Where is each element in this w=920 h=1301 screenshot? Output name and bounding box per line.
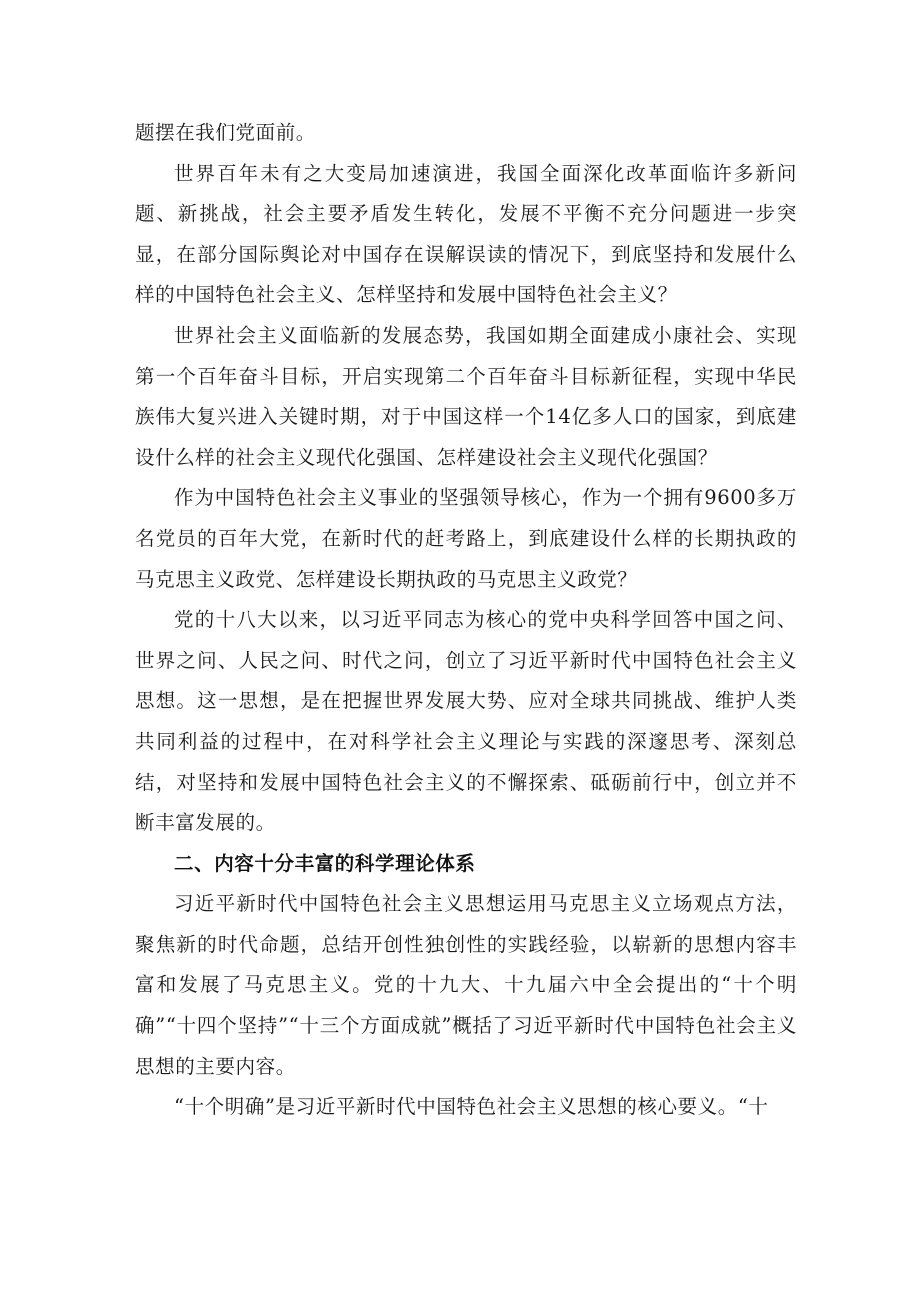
paragraph-world-changes: 世界百年未有之大变局加速演进，我国全面深化改革面临许多新问题、新挑战，社会主要矛盾发生转化，发展不平衡不充分问题进一步突显，在部分国际舆论对中国存在误解误读的情况下，到底坚持和发展什么样的中国特色社会主义、怎样坚持和发展中国特色社会主义？ xyxy=(135,161,797,307)
paragraph-continuation: 题摆在我们党面前。 xyxy=(135,121,316,144)
section-heading: 二、内容十分丰富的科学理论体系 xyxy=(174,851,476,875)
paragraph-ten-clarifications: “十个明确”是习近平新时代中国特色社会主义思想的核心要义。“十 xyxy=(174,1095,769,1119)
paragraph-socialism-trend: 世界社会主义面临新的发展态势，我国如期全面建成小康社会、实现第一个百年奋斗目标，开启实现第二个百年奋斗目标新征程，实现中华民族伟大复兴进入关键时期，对于中国这样一个14亿多人口的国家，到底建设什么样的社会主义现代化强国、怎样建设社会主义现代化强国？ xyxy=(135,323,797,469)
document-body xyxy=(135,113,797,1128)
paragraph-since-18th-congress: 党的十八大以来，以习近平同志为核心的党中央科学回答中国之问、世界之问、人民之问、时代之问，创立了习近平新时代中国特色社会主义思想。这一思想，是在把握世界发展大势、应对全球共同挑战、维护人类共同利益的过程中，在对科学社会主义理论与实践的深邃思考、深刻总结，对坚持和发展中国特色社会主义的不懈探索、砥砺前行中，创立并不断丰富发展的。 xyxy=(135,608,797,835)
paragraph-theory-content: 习近平新时代中国特色社会主义思想运用马克思主义立场观点方法，聚焦新的时代命题，总结开创性独创性的实践经验，以崭新的思想内容丰富和发展了马克思主义。党的十九大、十九届六中全会提出的“十个明确”“十四个坚持”“十三个方面成就”概括了习近平新时代中国特色社会主义思想的主要内容。 xyxy=(135,892,797,1078)
paragraph-party-leadership: 作为中国特色社会主义事业的坚强领导核心，作为一个拥有9600多万名党员的百年大党，在新时代的赶考路上，到底建设什么样的长期执政的马克思主义政党、怎样建设长期执政的马克思主义政党？ xyxy=(135,486,797,591)
